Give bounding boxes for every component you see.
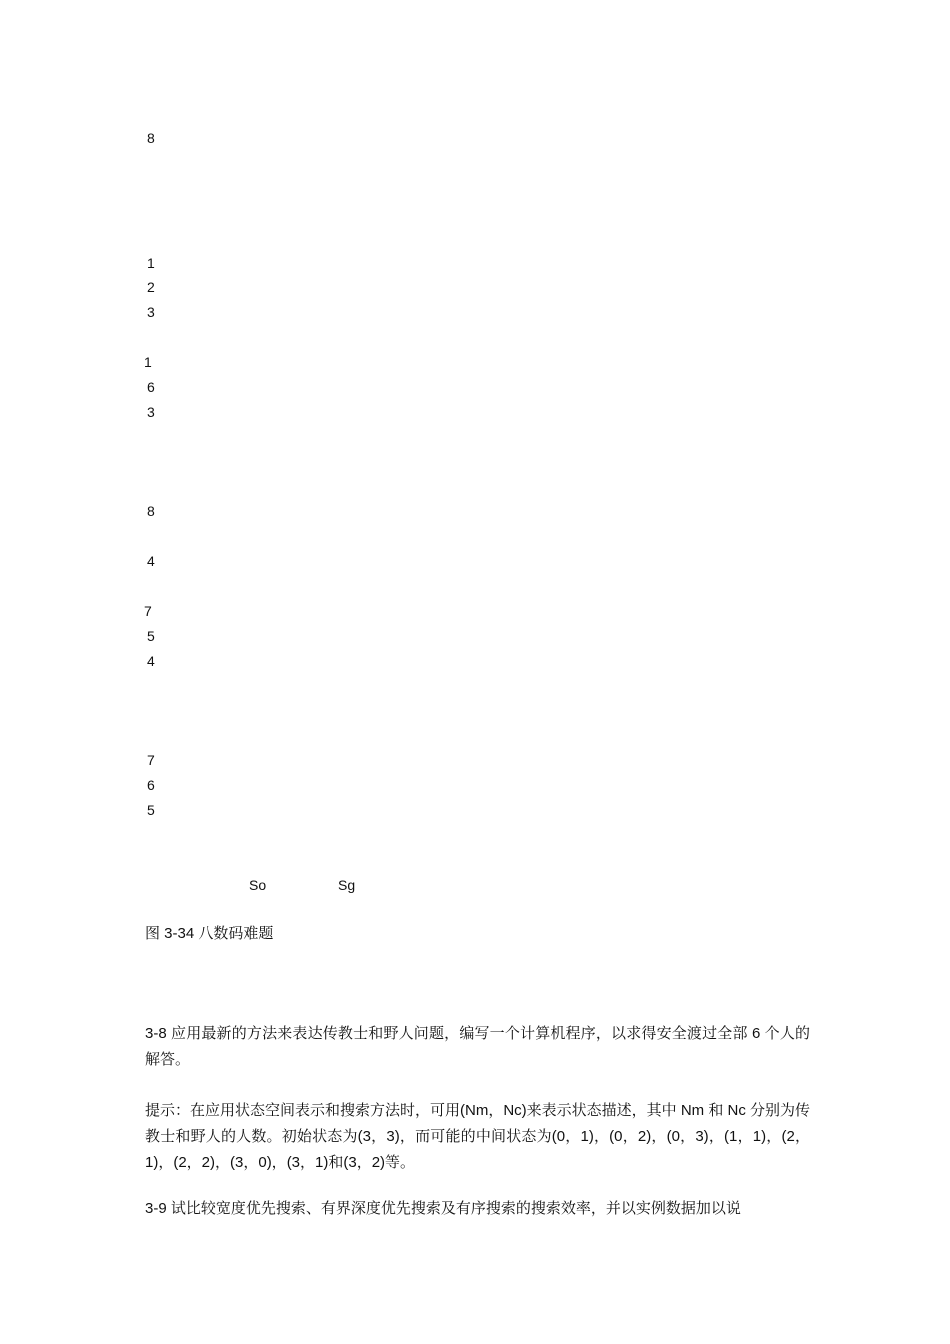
start-state-label: So — [249, 877, 267, 893]
puzzle-digit: 5 — [147, 802, 155, 818]
puzzle-digit: 6 — [147, 777, 155, 793]
puzzle-digit: 7 — [144, 603, 152, 619]
puzzle-digit: 1 — [147, 255, 155, 271]
puzzle-digit: 8 — [147, 503, 155, 519]
puzzle-digit: 2 — [147, 279, 155, 295]
puzzle-digit: 3 — [147, 304, 155, 320]
exercise-3-9: 3-9 试比较宽度优先搜索、有界深度优先搜索及有序搜索的搜索效率，并以实例数据加以说 — [145, 1200, 741, 1217]
puzzle-digit: 6 — [147, 379, 155, 395]
exercise-3-8: 3-8 应用最新的方法来表达传教士和野人问题，编写一个计算机程序，以求得安全渡过全部 6 个人的解答。 — [145, 1025, 810, 1068]
puzzle-digit: 4 — [147, 553, 155, 569]
figure-caption: 图 3-34 八数码难题 — [145, 925, 274, 942]
puzzle-digit: 4 — [147, 653, 155, 669]
puzzle-digit: 5 — [147, 628, 155, 644]
exercise-3-8-hint: 提示：在应用状态空间表示和搜索方法时，可用(Nm，Nc)来表示状态描述，其中 Nm 和 Nc 分别为传教士和野人的人数。初始状态为(3，3)，而可能的中间状态为(0，1)，(0，2)，(0，3)，(1，1)，(2，1)，(2，2)，(3，0)，(3，1)和(3，2)等。 — [145, 1102, 810, 1171]
goal-state-label: Sg — [338, 877, 356, 893]
puzzle-digit: 1 — [144, 354, 152, 370]
puzzle-digit: 3 — [147, 404, 155, 420]
puzzle-digit: 8 — [147, 130, 155, 146]
puzzle-digit: 7 — [147, 752, 155, 768]
